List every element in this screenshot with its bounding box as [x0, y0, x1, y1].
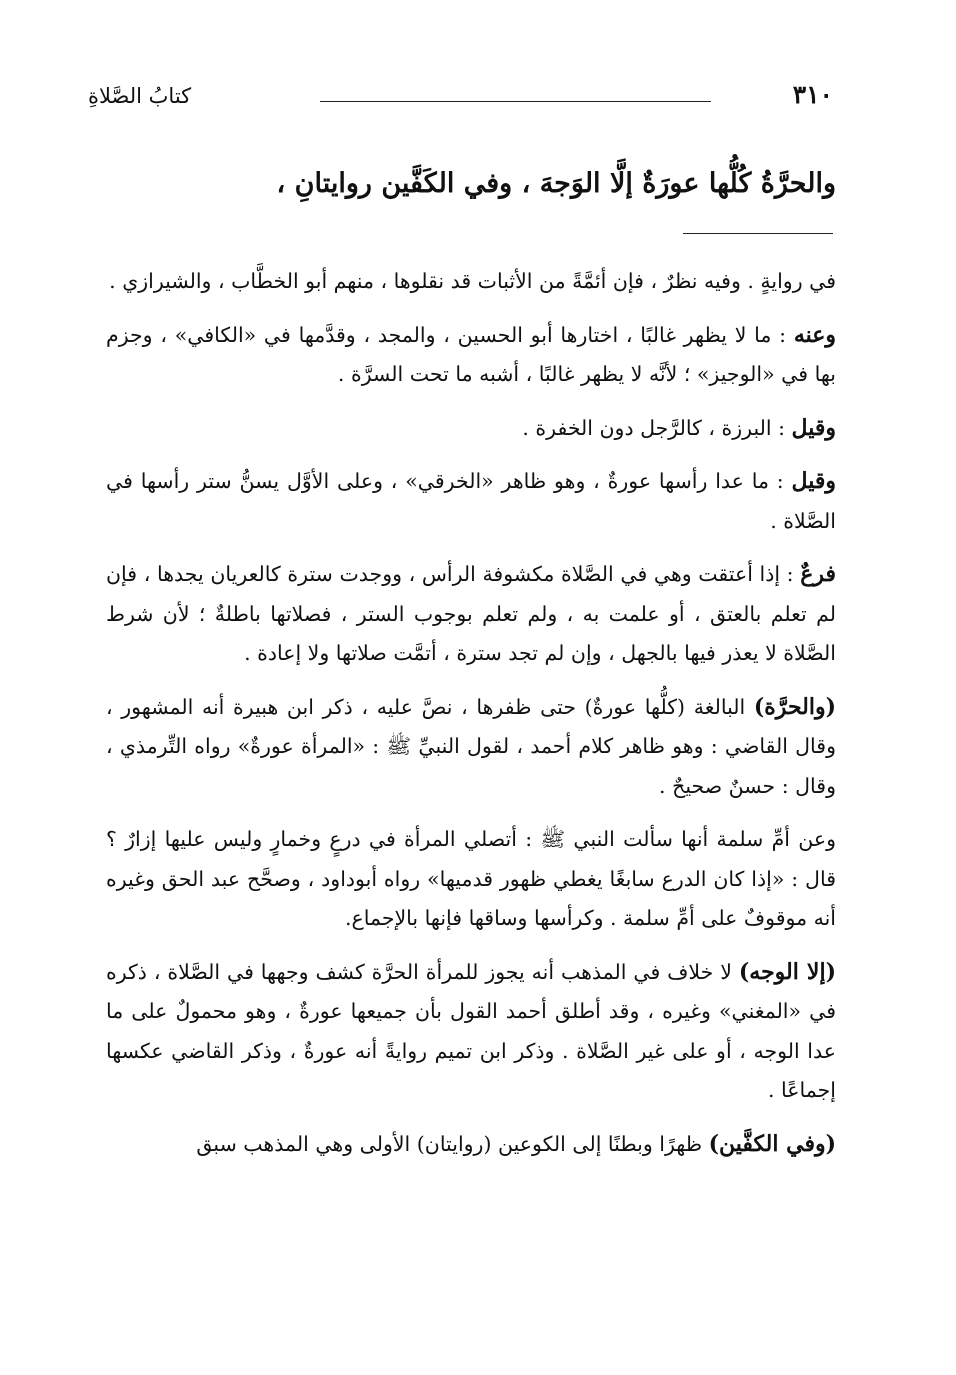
paragraph	[106, 316, 836, 395]
header-rule	[320, 101, 711, 102]
commentary-body	[106, 262, 836, 1178]
paragraph-text: لا خلاف في المذهب أنه يجوز للمرأة الحرَّة كشف وجهها في الصَّلاة ، ذكره في «المغني» وغيره ، وقد أطلق أحمد القول بأن جميعها عورةٌ ، وهو محمولٌ على ما عدا الوجه ، أو على غير الصَّلاة . وذكر ابن تميم روايةً أنه عورةٌ ، وذكر القاضي عكسها إجماعًا .	[106, 959, 836, 1102]
paragraph-text: : البرزة ، كالرَّجل دون الخفرة .	[522, 415, 792, 440]
paragraph-lead: (وفي الكفَّين)	[708, 1130, 836, 1157]
paragraph	[106, 820, 836, 939]
running-title: كتابُ الصَّلاةِ	[88, 84, 192, 108]
paragraph-lead: (إلا الوجه)	[738, 958, 836, 985]
paragraph-text: : ما عدا رأسها عورةٌ ، وهو ظاهر «الخرقي» ، وعلى الأوَّل يسنُّ ستر رأسها في الصَّلاة .	[106, 469, 836, 533]
paragraph-lead: وعنه	[793, 321, 836, 348]
paragraph-text: ظهرًا وبطنًا إلى الكوعين (روايتان) الأولى وهي المذهب سبق	[196, 1131, 709, 1156]
matn-separator	[683, 233, 833, 234]
paragraph	[106, 688, 836, 807]
page-header	[88, 80, 833, 120]
paragraph-lead: وقيل	[791, 414, 836, 441]
paragraph	[106, 462, 836, 541]
matn-text: والحرَّةُ كُلُّها عورَةٌ إلَّا الوَجهَ ، وفي الكَفَّين روايتانِ ،	[276, 168, 836, 199]
paragraph	[106, 1125, 836, 1165]
page-number: ٣١٠	[792, 80, 833, 109]
paragraph-text: البالغة (كلُّها عورةٌ) حتى ظفرها ، نصَّ عليه ، ذكر ابن هبيرة أنه المشهور ، وقال القاضي : وهو ظاهر كلام أحمد ، لقول النبيِّ ﷺ : «المرأة عورةٌ» رواه التِّرمذي ، وقال : حسنٌ صحيحٌ .	[106, 694, 836, 798]
paragraph-text: في روايةٍ . وفيه نظرٌ ، فإن أئمَّةً من الأثبات قد نقلوها ، منهم أبو الخطَّاب ، والشيرازي .	[109, 269, 836, 293]
paragraph-text: وعن أمِّ سلمة أنها سألت النبي ﷺ : أتصلي المرأة في درعٍ وخمارٍ وليس عليها إزارٌ ؟ قال : «إذا كان الدرع سابغًا يغطي ظهور قدميها» رواه أبوداود ، وصحَّح عبد الحق وغيره أنه موقوفٌ على أمِّ سلمة . وكرأسها وساقها فإنها بالإجماع.	[106, 827, 836, 930]
paragraph-lead: وقيل	[791, 468, 836, 494]
paragraph	[106, 409, 836, 449]
paragraph	[106, 262, 836, 302]
paragraph-text: : ما لا يظهر غالبًا ، اختارها أبو الحسين ، والمجد ، وقدَّمها في «الكافي» ، وجزم بها في «الوجيز» ؛ لأنَّه لا يظهر غالبًا ، أشبه ما تحت السرَّة .	[106, 322, 836, 386]
paragraph-text: : إذا أعتقت وهي في الصَّلاة مكشوفة الرأس ، ووجدت سترة كالعريان يجدها ، فإن لم تعلم بالعتق ، أو علمت به ، ولم تعلم بوجوب الستر ، فصلاتها باطلةٌ ؛ لأن شرط الصَّلاة لا يعذر فيها بالجهل ، وإن لم تجد سترة ، أتمَّت صلاتها ولا إعادة .	[106, 562, 836, 665]
paragraph	[106, 953, 836, 1111]
paragraph-lead: فرعٌ	[800, 561, 836, 587]
paragraph-lead: (والحرَّة)	[753, 693, 836, 720]
paragraph	[106, 555, 836, 674]
